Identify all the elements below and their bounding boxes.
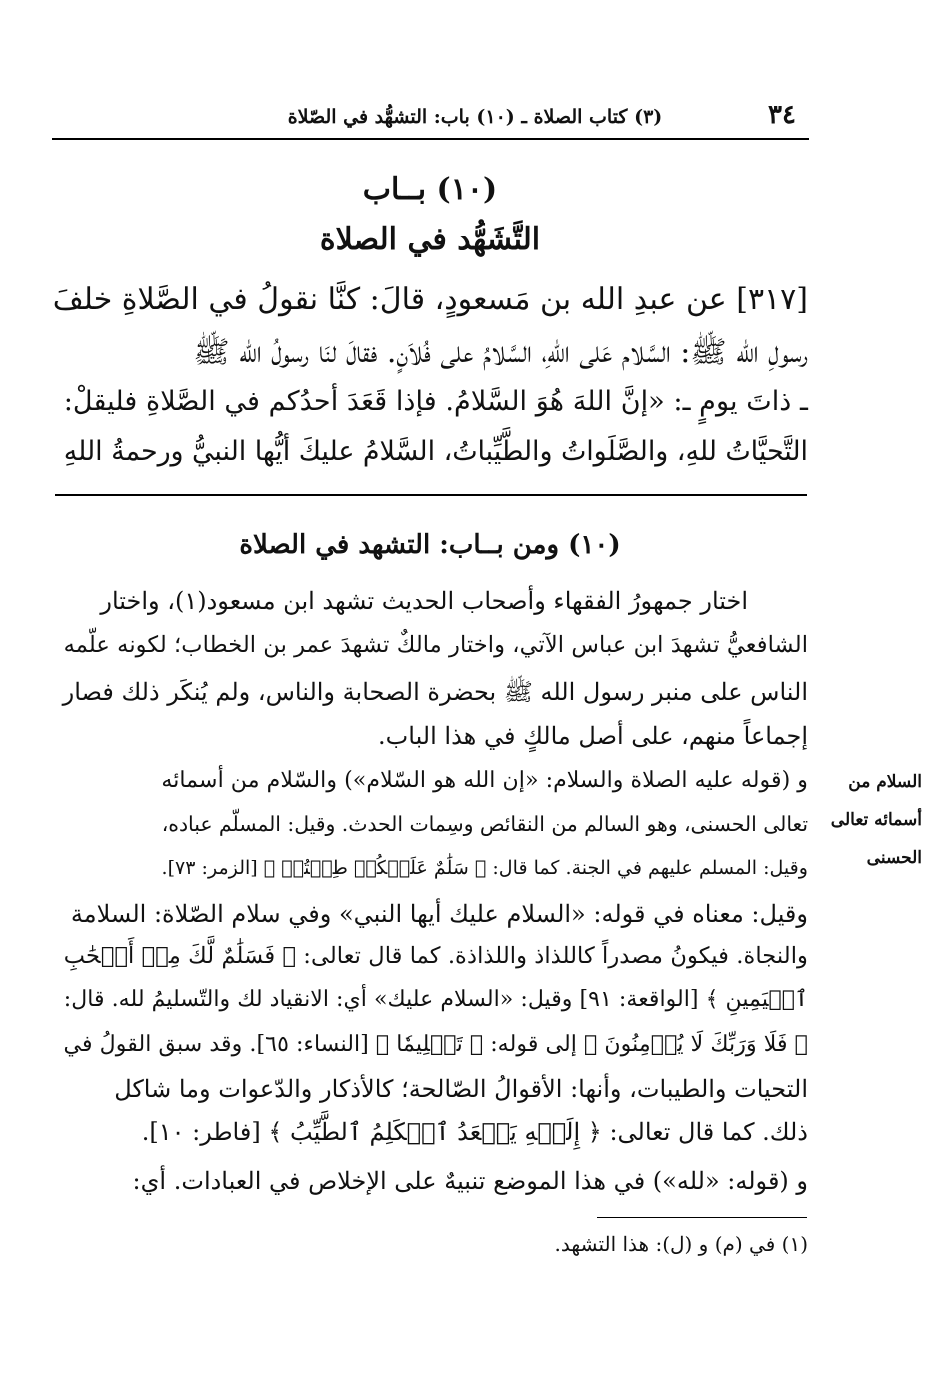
commentary-heading: (١٠) ومن بــاب: التشهد في الصلاة <box>239 530 621 560</box>
hadith-line: التَّحيَّاتُ للهِ، والصَّلَواتُ والطَّيِّباتُ، السَّلامُ عليكَ أيُّها النبيُّ ورحمةُ اللهِ <box>63 436 808 467</box>
body-line: والنجاة. فيكونُ مصدراً كاللذاذ واللذاذة. كما قال تعالى: ﴿ فَسَلَٰمٌ لَّكَ مِنۡ أَصۡحَٰبِ <box>63 943 808 969</box>
intro-line: اختار جمهورُ الفقهاء وأصحاب الحديث تشهد ابن مسعود(١)، واختار <box>100 587 748 615</box>
hadith-line: [٣١٧] عن عبدِ الله بن مَسعودٍ، قالَ: كنَّا نقولُ في الصَّلاةِ خلفَ <box>52 282 808 317</box>
hadith-line: رسولِ الله ﷺ: السَّلام عَلى اللهِ، السَّلامُ على فُلاَنٍ. فقالَ لنَا رسولُ الله ﷺ <box>193 335 808 370</box>
body-line: ذلك. كما قال تعالى: ﴿ إِلَيۡهِ يَصۡعَدُ ٱلۡكَلِمُ ٱلطَّيِّبُ ﴾ [فاطر: ١٠]. <box>141 1118 808 1146</box>
body-line: و (قوله عليه الصلاة والسلام: «إن الله هو السّلام») والسّلام من أسمائه <box>161 767 808 793</box>
intro-line: إجماعاً منهم، على أصل مالكٍ في هذا الباب. <box>378 722 808 750</box>
intro-line: الناس على منبر رسول الله ﷺ بحضرة الصحابة والناس، ولم يُنكَر ذلك فصار <box>62 678 808 706</box>
section-divider <box>55 494 807 496</box>
chapter-title: التَّشَهُّد في الصلاة <box>319 222 541 257</box>
header-rule <box>52 138 809 140</box>
chapter-number: (١٠) بــاب <box>362 172 498 207</box>
body-line: تعالى الحسنى، وهو السالم من النقائص وسِمات الحدث. وقيل: المسلّم عباده، <box>161 812 808 836</box>
body-line: ﴿ فَلَا وَرَبِّكَ لَا يُؤۡمِنُونَ ﴾ إلى قوله: ﴿ تَسۡلِيمٗا ﴾ [النساء: ٦٥]. وقد سبق القولُ في <box>63 1031 808 1057</box>
footnote: (١) في (م) و (ل): هذا التشهد. <box>554 1232 808 1256</box>
body-line: وقيل: المسلم عليهم في الجنة. كما قال: ﴿ سَلَٰمٌ عَلَيۡكُمۡ طِبۡتُمۡ ﴾ [الزمر: ٧٣]. <box>161 857 808 879</box>
body-line: التحيات والطيبات، وأنها: الأقوالُ الصّالحة؛ كالأذكار والدّعوات وما شاكل <box>114 1075 808 1103</box>
margin-note-line: السلام من <box>848 772 922 792</box>
body-line: وقيل: معناه في قوله: «السلام عليك أيها النبي» وفي سلام الصّلاة: السلامة <box>70 900 808 928</box>
hadith-line: ـ ذاتَ يومٍ ـ: «إنَّ اللهَ هُوَ السَّلامُ. فإذا قَعَدَ أحدُكم في الصَّلاةِ فليقلْ: <box>63 386 808 417</box>
footnote-rule <box>597 1217 807 1218</box>
running-title: (٣) كتاب الصلاة ـ (١٠) باب: التشهُّد في الصّلاة <box>287 106 663 128</box>
body-line: و (قوله: «لله») في هذا الموضع تنبيهٌ على الإخلاص في العبادات. أي: <box>132 1167 808 1195</box>
margin-note-line: أسمائه تعالى <box>830 810 922 830</box>
page-number: ٣٤ <box>768 100 796 130</box>
margin-note-line: الحسنى <box>866 848 922 868</box>
body-line: ٱلۡيَمِينِ ﴾ [الواقعة: ٩١] وقيل: «السلام عليك» أي: الانقياد لك والتّسليمُ لله. قال: <box>63 986 808 1012</box>
intro-line: الشافعيُّ تشهدَ ابن عباس الآتي، واختار مالكٌ تشهدَ عمر بن الخطاب؛ لكونه علّمه <box>63 632 808 658</box>
